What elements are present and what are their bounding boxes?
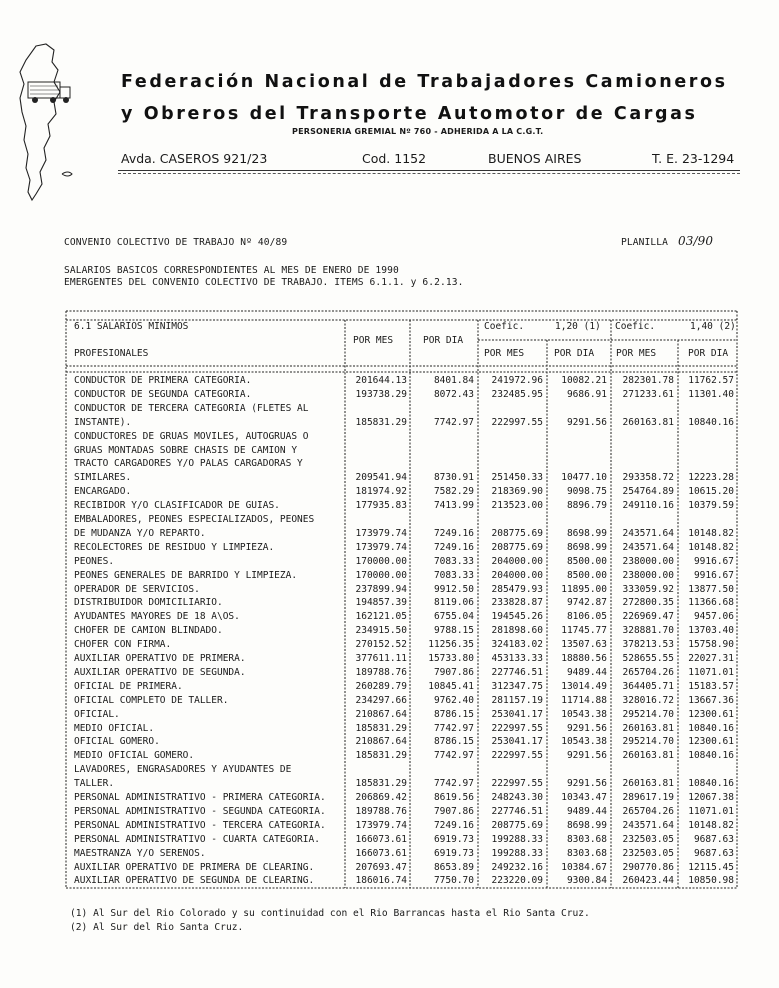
salary-value: 243571.64: [622, 819, 674, 831]
row-label: PERSONAL ADMINISTRATIVO - SEGUNDA CATEGORIA.: [74, 805, 326, 817]
row-label: INSTANTE).: [74, 416, 132, 428]
address: Avda. CASEROS 921/23: [121, 151, 268, 166]
footnote-2: (2) Al Sur del Rio Santa Cruz.: [70, 922, 244, 933]
salary-value: 166073.61: [355, 847, 407, 859]
salary-value: 10845.41: [428, 680, 474, 692]
postal-code: Cod. 1152: [362, 151, 427, 166]
header-coef2-por-mes: POR MES: [616, 348, 657, 359]
salary-value: 11714.88: [561, 694, 607, 706]
salary-value: 11071.01: [688, 805, 734, 817]
salary-value: 11301.40: [688, 388, 734, 400]
salary-value: 328016.72: [622, 694, 674, 706]
federation-logo: [6, 42, 86, 202]
salary-value: 9300.84: [566, 875, 607, 887]
row-label: PERSONAL ADMINISTRATIVO - TERCERA CATEGORIA.: [74, 819, 326, 831]
salary-value: 9291.56: [566, 778, 607, 790]
salary-value: 528655.55: [622, 653, 674, 664]
salary-value: 248243.30: [491, 792, 543, 803]
footnote-1: (1) Al Sur del Rio Colorado y su continuidad con el Rio Barrancas hasta el Rio Santa Cruz.: [70, 908, 590, 919]
row-label: CHOFER CON FIRMA.: [74, 639, 172, 651]
salary-value: 378213.53: [622, 639, 674, 651]
salary-value: 15758.90: [688, 639, 734, 651]
salary-value: 7249.16: [433, 527, 474, 539]
salary-value: 223220.09: [491, 875, 543, 887]
row-label: AYUDANTES MAYORES DE 18 A\OS.: [74, 611, 240, 623]
salary-value: 260163.81: [622, 778, 674, 790]
row-label: PEONES GENERALES DE BARRIDO Y LIMPIEZA.: [74, 569, 298, 581]
salary-value: 254764.89: [622, 486, 674, 498]
row-label: RECIBIDOR Y/O CLASIFICADOR DE GUIAS.: [74, 500, 280, 512]
salary-value: 222997.55: [491, 416, 543, 428]
row-label: PERSONAL ADMINISTRATIVO - CUARTA CATEGORIA.: [74, 833, 320, 845]
salary-value: 8786.15: [433, 708, 474, 720]
salary-value: 208775.69: [491, 541, 543, 553]
salary-value: 232503.05: [622, 833, 674, 845]
row-label: CONDUCTOR DE SEGUNDA CATEGORIA.: [74, 388, 252, 400]
salary-value: 13703.40: [688, 625, 734, 637]
salary-value: 213523.00: [491, 500, 543, 512]
salary-value: 6919.73: [433, 847, 474, 859]
row-label: EMBALADORES, PEONES ESPECIALIZADOS, PEONES: [74, 514, 315, 525]
salary-value: 10148.82: [688, 541, 734, 553]
salary-value: 185831.29: [355, 722, 407, 734]
salary-value: 265704.26: [622, 805, 674, 817]
salary-value: 208775.69: [491, 527, 543, 539]
salary-value: 222997.55: [491, 778, 543, 790]
salary-value: 12300.61: [688, 736, 734, 748]
salary-value: 281898.60: [491, 625, 543, 637]
salary-value: 185831.29: [355, 778, 407, 790]
row-label: AUXILIAR OPERATIVO DE SEGUNDA.: [74, 666, 246, 678]
salary-value: 249232.16: [491, 861, 543, 873]
letterhead-rule-dashed: [118, 173, 740, 174]
row-label: AUXILIAR OPERATIVO DE PRIMERA.: [74, 653, 246, 664]
salary-value: 193738.29: [355, 388, 407, 400]
salary-value: 260423.44: [622, 875, 674, 887]
salary-value: 7742.97: [433, 722, 474, 734]
row-label: OFICIAL.: [74, 708, 120, 720]
salary-value: 10477.10: [561, 472, 607, 484]
salary-value: 204000.00: [491, 569, 543, 581]
salary-value: 453133.33: [491, 653, 543, 664]
salary-value: 260163.81: [622, 416, 674, 428]
header-coef-2: 1,40 (2): [690, 321, 736, 332]
salary-value: 234297.66: [355, 694, 407, 706]
salary-value: 9457.06: [693, 611, 734, 623]
salary-value: 232503.05: [622, 847, 674, 859]
salary-value: 7249.16: [433, 541, 474, 553]
salary-value: 10543.38: [561, 736, 607, 748]
salary-value: 9912.50: [433, 583, 474, 595]
salary-value: 206869.42: [355, 792, 407, 803]
salary-value: 10384.67: [561, 861, 607, 873]
salary-value: 9687.63: [693, 847, 734, 859]
salary-value: 8653.89: [433, 861, 474, 873]
salary-value: 186016.74: [355, 875, 407, 887]
salary-value: 13877.50: [688, 583, 734, 595]
salary-value: 10543.38: [561, 708, 607, 720]
row-label: AUXILIAR OPERATIVO DE PRIMERA DE CLEARING.: [74, 861, 315, 873]
salary-value: 253041.17: [491, 708, 543, 720]
salary-value: 10148.82: [688, 819, 734, 831]
salary-value: 227746.51: [491, 666, 543, 678]
header-coef1-por-mes: POR MES: [484, 348, 525, 359]
salary-value: 10615.20: [688, 486, 734, 498]
salary-value: 8303.68: [566, 847, 607, 859]
salary-value: 295214.70: [622, 736, 674, 748]
salary-value: 210867.64: [355, 708, 407, 720]
salary-value: 218369.90: [491, 486, 543, 498]
salary-value: 9762.40: [433, 694, 474, 706]
salary-value: 10082.21: [561, 375, 607, 386]
salary-value: 260289.79: [355, 680, 407, 692]
salary-value: 8303.68: [566, 833, 607, 845]
salary-value: 226969.47: [622, 611, 674, 623]
row-label: OPERADOR DE SERVICIOS.: [74, 583, 200, 595]
salary-value: 13014.49: [561, 680, 607, 692]
salary-value: 7907.86: [433, 805, 474, 817]
header-por-mes: POR MES: [353, 335, 394, 346]
salary-value: 15183.57: [688, 680, 734, 692]
salary-value: 170000.00: [355, 555, 407, 567]
salary-value: 9098.75: [566, 486, 607, 498]
salary-value: 11366.68: [688, 597, 734, 609]
salary-value: 208775.69: [491, 819, 543, 831]
subtitle-line2: EMERGENTES DEL CONVENIO COLECTIVO DE TRABAJO. ITEMS 6.1.1. y 6.2.13.: [64, 277, 464, 288]
salary-value: 10840.16: [688, 750, 734, 762]
salary-value: 233828.87: [491, 597, 543, 609]
salary-value: 9742.87: [566, 597, 607, 609]
salary-value: 285479.93: [491, 583, 543, 595]
salary-value: 289617.19: [622, 792, 674, 803]
row-label: MEDIO OFICIAL.: [74, 722, 155, 734]
salary-value: 8698.99: [566, 527, 607, 539]
salary-value: 251450.33: [491, 472, 543, 484]
salary-value: 8500.00: [566, 555, 607, 567]
row-label: AUXILIAR OPERATIVO DE SEGUNDA DE CLEARING.: [74, 875, 315, 887]
salary-value: 162121.05: [355, 611, 407, 623]
salary-value: 194857.39: [355, 597, 407, 609]
salary-value: 8106.05: [566, 611, 607, 623]
salary-value: 8119.06: [433, 597, 474, 609]
salary-value: 333059.92: [622, 583, 674, 595]
salary-value: 253041.17: [491, 736, 543, 748]
salary-value: 364405.71: [622, 680, 674, 692]
salary-value: 11071.01: [688, 666, 734, 678]
salary-value: 243571.64: [622, 541, 674, 553]
salary-value: 10840.16: [688, 416, 734, 428]
salary-value: 9788.15: [433, 625, 474, 637]
salary-value: 10840.16: [688, 778, 734, 790]
planilla-number: 03/90: [678, 234, 714, 248]
salary-value: 222997.55: [491, 722, 543, 734]
salary-value: 189788.76: [355, 666, 407, 678]
org-name-line2: y Obreros del Transporte Automotor de Cargas: [121, 104, 698, 124]
salary-value: 312347.75: [491, 680, 543, 692]
row-label: MAESTRANZA Y/O SERENOS.: [74, 847, 206, 859]
salary-value: 8698.99: [566, 541, 607, 553]
salary-value: 270152.52: [355, 639, 407, 651]
salary-value: 13667.36: [688, 694, 734, 706]
row-label: DISTRIBUIDOR DOMICILIARIO.: [74, 597, 223, 609]
salary-value: 201644.13: [355, 375, 407, 386]
salary-value: 260163.81: [622, 722, 674, 734]
salary-value: 11762.57: [688, 375, 734, 386]
salary-value: 9291.56: [566, 722, 607, 734]
salary-value: 10148.82: [688, 527, 734, 539]
salary-value: 173979.74: [355, 527, 407, 539]
salary-value: 243571.64: [622, 527, 674, 539]
salary-value: 8401.84: [433, 375, 474, 386]
header-coef2-por-dia: POR DIA: [688, 348, 729, 359]
salary-value: 181974.92: [355, 486, 407, 498]
salary-value: 249110.16: [622, 500, 674, 512]
salary-value: 293358.72: [622, 472, 674, 484]
salary-value: 9291.56: [566, 416, 607, 428]
salary-value: 8896.79: [566, 500, 607, 512]
salary-value: 9916.67: [693, 555, 734, 567]
salary-value: 11895.00: [561, 583, 607, 595]
subtitle-line1: SALARIOS BASICOS CORRESPONDIENTES AL MES DE ENERO DE 1990: [64, 265, 399, 276]
header-por-dia: POR DIA: [423, 335, 464, 346]
salary-value: 282301.78: [622, 375, 674, 386]
salary-value: 12067.38: [688, 792, 734, 803]
salary-value: 324183.02: [491, 639, 543, 651]
letterhead-rule: [118, 170, 740, 171]
salary-value: 18880.56: [561, 653, 607, 664]
salary-value: 7742.97: [433, 778, 474, 790]
salary-value: 377611.11: [355, 653, 407, 664]
salary-value: 209541.94: [355, 472, 407, 484]
salary-value: 12115.45: [688, 861, 734, 873]
salary-value: 6919.73: [433, 833, 474, 845]
salary-value: 189788.76: [355, 805, 407, 817]
phone: T. E. 23-1294: [652, 151, 735, 166]
row-label: OFICIAL DE PRIMERA.: [74, 680, 183, 692]
row-label: CHOFER DE CAMION BLINDADO.: [74, 625, 223, 637]
salary-value: 7750.70: [433, 875, 474, 887]
salary-value: 199288.33: [491, 847, 543, 859]
row-label: PERSONAL ADMINISTRATIVO - PRIMERA CATEGORIA.: [74, 792, 326, 803]
salary-value: 166073.61: [355, 833, 407, 845]
salary-value: 10840.16: [688, 722, 734, 734]
section-title: 6.1 SALARIOS MINIMOS: [74, 321, 189, 332]
header-coef-label-2: Coefic.: [615, 321, 656, 332]
salary-value: 8072.43: [433, 388, 474, 400]
salary-value: 237899.94: [355, 583, 407, 595]
salary-value: 207693.47: [355, 861, 407, 873]
salary-value: 295214.70: [622, 708, 674, 720]
salary-value: 7083.33: [433, 555, 474, 567]
salary-value: 9687.63: [693, 833, 734, 845]
salary-value: 12300.61: [688, 708, 734, 720]
personeria-line: PERSONERIA GREMIAL Nº 760 - ADHERIDA A LA C.G.T.: [292, 127, 544, 136]
row-label: SIMILARES.: [74, 472, 132, 484]
salary-value: 265704.26: [622, 666, 674, 678]
row-label: TRACTO CARGADORES Y/O PALAS CARGADORAS Y: [74, 458, 303, 470]
row-label: GRUAS MONTADAS SOBRE CHASIS DE CAMION Y: [74, 444, 298, 456]
salary-value: 194545.26: [491, 611, 543, 623]
salary-value: 9489.44: [566, 666, 607, 678]
salary-value: 238000.00: [622, 569, 674, 581]
salary-value: 11256.35: [428, 639, 474, 651]
salary-value: 227746.51: [491, 805, 543, 817]
salary-value: 7907.86: [433, 666, 474, 678]
salary-value: 272800.35: [622, 597, 674, 609]
salary-value: 6755.04: [433, 611, 474, 623]
salary-value: 13507.63: [561, 639, 607, 651]
row-label: ENCARGADO.: [74, 486, 132, 498]
salary-value: 173979.74: [355, 541, 407, 553]
row-label: LAVADORES, ENGRASADORES Y AYUDANTES DE: [74, 764, 292, 776]
salary-value: 173979.74: [355, 819, 407, 831]
row-label: CONDUCTOR DE TERCERA CATEGORIA (FLETES AL: [74, 402, 309, 414]
salary-value: 9686.91: [566, 388, 607, 400]
salary-value: 170000.00: [355, 569, 407, 581]
salary-value: 328881.70: [622, 625, 674, 637]
convenio-line: CONVENIO COLECTIVO DE TRABAJO Nº 40/89: [64, 237, 288, 248]
row-label: DE MUDANZA Y/O REPARTO.: [74, 527, 206, 539]
salary-value: 234915.50: [355, 625, 407, 637]
salary-value: 238000.00: [622, 555, 674, 567]
salary-value: 8619.56: [433, 792, 474, 803]
salary-value: 12223.28: [688, 472, 734, 484]
header-coef-1: 1,20 (1): [555, 321, 601, 332]
row-label: PEONES.: [74, 555, 115, 567]
salary-value: 260163.81: [622, 750, 674, 762]
salary-value: 241972.96: [491, 375, 543, 386]
salary-value: 7413.99: [433, 500, 474, 512]
salary-value: 22027.31: [688, 653, 734, 664]
salary-value: 7742.97: [433, 750, 474, 762]
org-name-line1: Federación Nacional de Trabajadores Camioneros: [121, 72, 728, 92]
salary-value: 7582.29: [433, 486, 474, 498]
salary-value: 290770.86: [622, 861, 674, 873]
salary-value: 185831.29: [355, 750, 407, 762]
salary-value: 10850.98: [688, 875, 734, 887]
salary-value: 185831.29: [355, 416, 407, 428]
salary-value: 9291.56: [566, 750, 607, 762]
city: BUENOS AIRES: [488, 151, 582, 166]
salary-value: 199288.33: [491, 833, 543, 845]
row-label: CONDUCTOR DE PRIMERA CATEGORIA.: [74, 375, 252, 386]
row-label: OFICIAL COMPLETO DE TALLER.: [74, 694, 229, 706]
row-label: RECOLECTORES DE RESIDUO Y LIMPIEZA.: [74, 541, 275, 553]
salary-value: 8698.99: [566, 819, 607, 831]
planilla-label: PLANILLA: [621, 237, 669, 248]
row-label: OFICIAL GOMERO.: [74, 736, 160, 748]
salary-value: 8730.91: [433, 472, 474, 484]
salary-value: 10379.59: [688, 500, 734, 512]
salary-value: 8500.00: [566, 569, 607, 581]
row-label: TALLER.: [74, 778, 115, 790]
salary-value: 9916.67: [693, 569, 734, 581]
salary-value: 232485.95: [491, 388, 543, 400]
salary-value: 271233.61: [622, 388, 674, 400]
row-label: CONDUCTORES DE GRUAS MOVILES, AUTOGRUAS O: [74, 430, 309, 442]
salary-value: 7742.97: [433, 416, 474, 428]
salary-value: 210867.64: [355, 736, 407, 748]
salary-value: 177935.83: [355, 500, 407, 512]
category-header: PROFESIONALES: [74, 348, 149, 359]
salary-value: 7249.16: [433, 819, 474, 831]
salary-value: 9489.44: [566, 805, 607, 817]
salary-value: 222997.55: [491, 750, 543, 762]
header-coef1-por-dia: POR DIA: [554, 348, 595, 359]
header-coef-label-1: Coefic.: [484, 321, 525, 332]
salary-value: 15733.80: [428, 653, 474, 664]
salary-value: 10343.47: [561, 792, 607, 803]
salary-value: 281157.19: [491, 694, 543, 706]
salary-table: [64, 310, 739, 891]
salary-value: 11745.77: [561, 625, 607, 637]
salary-value: 7083.33: [433, 569, 474, 581]
salary-value: 8786.15: [433, 736, 474, 748]
row-label: MEDIO OFICIAL GOMERO.: [74, 750, 195, 762]
salary-value: 204000.00: [491, 555, 543, 567]
